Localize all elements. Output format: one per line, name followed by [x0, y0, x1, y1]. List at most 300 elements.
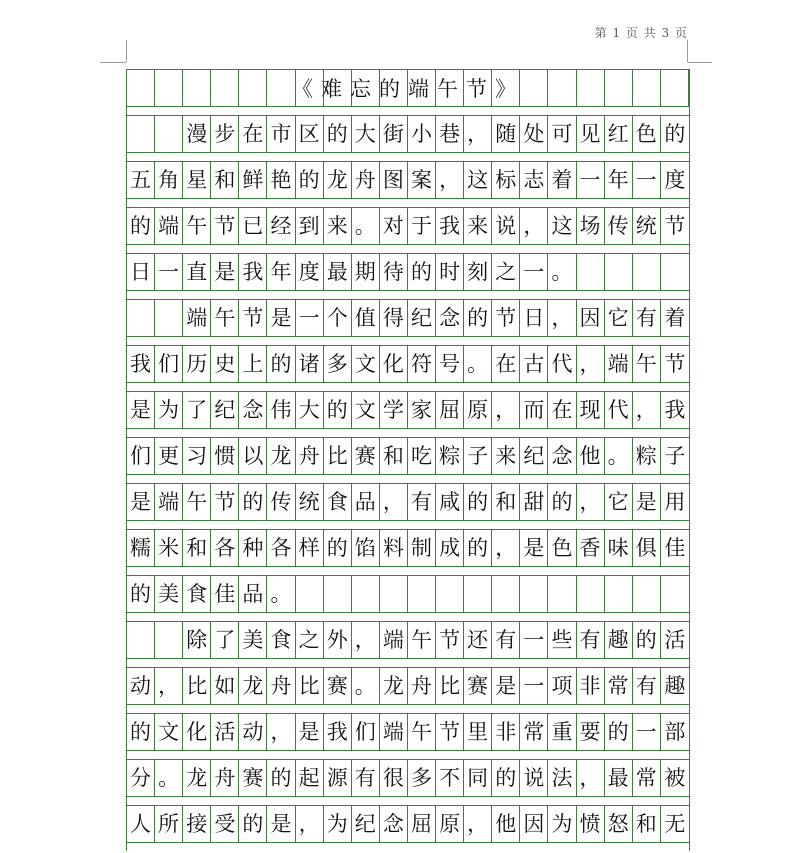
grid-cell: 甜 [520, 484, 548, 520]
grid-cell: 符 [408, 346, 436, 382]
grid-cell: 和 [183, 530, 211, 566]
grid-cell: 日 [520, 300, 548, 336]
grid-cell: 的 [324, 392, 352, 428]
grid-cell: 子 [664, 443, 686, 468]
grid-cell: 端 [183, 300, 211, 336]
grid-cell: 星 [183, 162, 211, 198]
grid-cell [548, 70, 576, 106]
grid-cell: 龙 [380, 668, 408, 704]
grid-cell: 舟 [267, 668, 295, 704]
grid-cell: 舟 [352, 162, 380, 198]
grid-cell: 着 [664, 305, 686, 330]
grid-cell: 午 [211, 300, 239, 336]
margin-corner-mark [687, 40, 688, 62]
grid-cell: 食 [324, 484, 352, 520]
grid-cell: 来 [324, 208, 352, 244]
grid-cell: 成 [436, 530, 464, 566]
grid-cell: 。 [155, 760, 183, 796]
grid-cell: 。 [352, 208, 380, 244]
grid-cell: ， [520, 208, 548, 244]
grid-cell: 说 [520, 760, 548, 796]
grid-cell: 美 [155, 576, 183, 612]
grid-cell: 是 [633, 484, 661, 520]
text-row [127, 345, 689, 383]
grid-cell: 起 [296, 760, 324, 796]
grid-cell: 节 [211, 208, 239, 244]
grid-cell: 节 [239, 300, 267, 336]
grid-cell: 赛 [324, 668, 352, 704]
grid-cell: 午 [408, 622, 436, 658]
grid-cell: 的 [324, 116, 352, 152]
grid-cell: 在 [239, 116, 267, 152]
grid-cell: 龙 [239, 668, 267, 704]
grid-cell: 之 [492, 254, 520, 290]
grid-cell: 佳 [664, 535, 686, 560]
grid-cell: 文 [352, 392, 380, 428]
grid-cell: 怒 [605, 806, 633, 842]
grid-cell: ， [436, 162, 464, 198]
grid-cell: 一 [577, 162, 605, 198]
grid-cell: 外 [324, 622, 352, 658]
grid-cell: 史 [211, 346, 239, 382]
grid-cell: 说 [492, 208, 520, 244]
grid-cell: 度 [296, 254, 324, 290]
grid-cell: 案 [408, 162, 436, 198]
grid-cell: ， [352, 622, 380, 658]
grid-cell: 惯 [211, 438, 239, 474]
grid-cell: 。 [464, 346, 492, 382]
grid-cell: 愤 [577, 806, 605, 842]
grid-cell [633, 254, 661, 290]
text-row [127, 759, 689, 797]
grid-cell: ， [492, 392, 520, 428]
grid-cell: 分 [127, 760, 155, 796]
grid-cell: 源 [324, 760, 352, 796]
grid-cell: 见 [577, 116, 605, 152]
grid-cell: 样 [296, 530, 324, 566]
grid-cell [661, 254, 689, 290]
grid-cell [605, 70, 633, 106]
grid-cell [155, 300, 183, 336]
grid-cell: 我 [127, 346, 155, 382]
grid-cell: 舟 [296, 438, 324, 474]
text-row [127, 529, 689, 567]
grid-cell: 五 [127, 162, 155, 198]
grid-cell: 屈 [408, 806, 436, 842]
grid-cell: 龙 [183, 760, 211, 796]
grid-cell: 在 [548, 392, 576, 428]
grid-cell: 之 [296, 622, 324, 658]
grid-cell: 念 [239, 392, 267, 428]
grid-cell [183, 70, 211, 106]
grid-cell [464, 576, 492, 612]
grid-cell: 用 [664, 489, 686, 514]
grid-cell: 一 [520, 254, 548, 290]
grid-cell: 龙 [267, 438, 295, 474]
grid-cell: 是 [211, 254, 239, 290]
grid-cell: 法 [548, 760, 576, 796]
grid-cell [492, 576, 520, 612]
grid-cell: 。 [548, 254, 576, 290]
grid-cell: 们 [352, 714, 380, 750]
grid-cell: ， [267, 714, 295, 750]
text-row [127, 621, 689, 659]
grid-cell: 的 [605, 714, 633, 750]
grid-cell: 俱 [633, 530, 661, 566]
grid-cell: 趣 [605, 622, 633, 658]
grid-cell: 所 [155, 806, 183, 842]
grid-cell: 和 [211, 162, 239, 198]
grid-cell: 纪 [520, 438, 548, 474]
grid-cell: 的 [239, 806, 267, 842]
grid-cell: 午 [633, 346, 661, 382]
grid-cell: 经 [267, 208, 295, 244]
grid-cell: 代 [605, 392, 633, 428]
text-row [127, 161, 689, 199]
grid-cell [127, 622, 155, 658]
grid-cell: 的 [296, 162, 324, 198]
grid-cell: 传 [267, 484, 295, 520]
text-row [127, 207, 689, 245]
text-row [127, 805, 689, 843]
grid-cell: 有 [633, 300, 661, 336]
grid-cell: 们 [127, 438, 155, 474]
grid-cell: 巷 [436, 116, 464, 152]
margin-corner-mark [126, 40, 127, 62]
grid-cell: 漫 [183, 116, 211, 152]
grid-cell: 比 [296, 668, 324, 704]
grid-cell: 最 [324, 254, 352, 290]
grid-cell: 节 [492, 300, 520, 336]
grid-cell: 待 [380, 254, 408, 290]
grid-cell [324, 70, 352, 106]
grid-cell: 了 [211, 622, 239, 658]
grid-cell: 化 [380, 346, 408, 382]
grid-cell: 各 [267, 530, 295, 566]
grid-cell: 时 [436, 254, 464, 290]
grid-cell: 的 [408, 254, 436, 290]
grid-cell: 这 [548, 208, 576, 244]
essay-title: 《难忘的端午节》 [292, 77, 524, 101]
grid-cell: 味 [605, 530, 633, 566]
grid-cell: 一 [520, 668, 548, 704]
grid-cell [211, 70, 239, 106]
grid-cell: 端 [155, 484, 183, 520]
grid-cell: ， [548, 300, 576, 336]
grid-cell: 化 [183, 714, 211, 750]
grid-cell: 到 [296, 208, 324, 244]
grid-cell: 部 [664, 719, 686, 744]
grid-cell: 常 [633, 760, 661, 796]
grid-cell: 纪 [211, 392, 239, 428]
grid-cell [352, 70, 380, 106]
grid-cell: 人 [127, 806, 155, 842]
grid-cell: 有 [577, 622, 605, 658]
grid-cell: 不 [436, 760, 464, 796]
grid-cell: 的 [127, 714, 155, 750]
grid-cell: 念 [436, 300, 464, 336]
grid-cell: 直 [183, 254, 211, 290]
grid-cell: 为 [548, 806, 576, 842]
grid-cell: 端 [605, 346, 633, 382]
text-row [127, 253, 689, 291]
text-row [127, 713, 689, 751]
manuscript-grid [126, 69, 690, 851]
grid-cell [380, 576, 408, 612]
grid-cell [633, 576, 661, 612]
grid-cell: 比 [324, 438, 352, 474]
grid-cell: 传 [605, 208, 633, 244]
grid-cell: 受 [211, 806, 239, 842]
grid-cell: 是 [127, 392, 155, 428]
grid-cell: 节 [211, 484, 239, 520]
grid-cell: 号 [436, 346, 464, 382]
grid-cell [155, 116, 183, 152]
grid-cell: 是 [296, 714, 324, 750]
grid-cell: 非 [577, 668, 605, 704]
grid-cell: 因 [520, 806, 548, 842]
grid-cell: 于 [408, 208, 436, 244]
grid-cell: 大 [296, 392, 324, 428]
grid-cell: 比 [183, 668, 211, 704]
grid-cell: 午 [183, 484, 211, 520]
grid-cell: 除 [183, 622, 211, 658]
grid-cell: 被 [664, 765, 686, 790]
grid-cell: 的 [267, 760, 295, 796]
grid-cell: 古 [520, 346, 548, 382]
grid-cell: 原 [436, 806, 464, 842]
grid-cell: 随 [492, 116, 520, 152]
grid-cell: 学 [380, 392, 408, 428]
grid-cell: 大 [352, 116, 380, 152]
grid-cell: ， [633, 392, 661, 428]
grid-cell: 我 [436, 208, 464, 244]
grid-cell: 赛 [352, 438, 380, 474]
grid-cell: 它 [605, 300, 633, 336]
grid-cell: 馅 [352, 530, 380, 566]
grid-cell: 多 [408, 760, 436, 796]
grid-cell: 赛 [464, 668, 492, 704]
grid-cell [296, 70, 324, 106]
grid-cell: 粽 [436, 438, 464, 474]
grid-cell: 值 [352, 300, 380, 336]
grid-cell [577, 576, 605, 612]
grid-cell: 节 [664, 351, 686, 376]
grid-cell: 动 [127, 668, 155, 704]
grid-cell: 常 [605, 668, 633, 704]
grid-cell: 标 [492, 162, 520, 198]
grid-cell: 已 [239, 208, 267, 244]
grid-cell: 度 [664, 167, 686, 192]
grid-cell: 舟 [211, 760, 239, 796]
grid-cell: 一 [633, 714, 661, 750]
grid-cell: 对 [380, 208, 408, 244]
grid-cell [296, 576, 324, 612]
grid-cell: 它 [605, 484, 633, 520]
grid-cell: ， [464, 116, 492, 152]
grid-cell: 鲜 [239, 162, 267, 198]
title-row [127, 69, 689, 107]
grid-cell: 我 [324, 714, 352, 750]
grid-cell: 而 [520, 392, 548, 428]
grid-cell [324, 576, 352, 612]
grid-cell: 非 [492, 714, 520, 750]
grid-cell: 的 [464, 300, 492, 336]
grid-cell: 街 [380, 116, 408, 152]
grid-cell: 的 [324, 530, 352, 566]
grid-cell: 品 [239, 576, 267, 612]
grid-cell: 处 [520, 116, 548, 152]
margin-corner-mark [100, 62, 126, 63]
grid-cell: 粽 [633, 438, 661, 474]
grid-cell: 习 [183, 438, 211, 474]
grid-cell [127, 70, 155, 106]
grid-cell: ， [577, 346, 605, 382]
grid-cell: 最 [605, 760, 633, 796]
grid-cell: 为 [155, 392, 183, 428]
grid-cell: 佳 [211, 576, 239, 612]
text-row [127, 575, 689, 613]
grid-cell [661, 70, 689, 106]
grid-cell: 的 [464, 530, 492, 566]
grid-cell: 年 [605, 162, 633, 198]
grid-cell: 端 [380, 714, 408, 750]
grid-cell: 重 [548, 714, 576, 750]
grid-cell [408, 70, 436, 106]
grid-cell: 艳 [267, 162, 295, 198]
grid-cell: 场 [577, 208, 605, 244]
grid-cell: 色 [633, 116, 661, 152]
grid-cell [380, 70, 408, 106]
grid-cell: 念 [380, 806, 408, 842]
grid-cell [492, 70, 520, 106]
grid-cell: 他 [492, 806, 520, 842]
grid-cell: 赛 [239, 760, 267, 796]
grid-cell: 小 [408, 116, 436, 152]
grid-cell: 这 [464, 162, 492, 198]
grid-cell: 念 [548, 438, 576, 474]
text-row [127, 667, 689, 705]
grid-cell: 一 [633, 162, 661, 198]
grid-cell: 多 [324, 346, 352, 382]
grid-cell: 动 [239, 714, 267, 750]
grid-cell: 一 [155, 254, 183, 290]
grid-cell: 文 [352, 346, 380, 382]
grid-cell: ， [492, 530, 520, 566]
grid-cell: 他 [577, 438, 605, 474]
grid-cell: 的 [267, 346, 295, 382]
grid-cell [605, 576, 633, 612]
grid-cell: 比 [436, 668, 464, 704]
text-row [127, 437, 689, 475]
grid-cell: 我 [664, 397, 686, 422]
grid-cell: 舟 [408, 668, 436, 704]
grid-cell: 如 [211, 668, 239, 704]
grid-cell: 的 [548, 484, 576, 520]
grid-cell: 色 [548, 530, 576, 566]
grid-cell [155, 622, 183, 658]
grid-cell: 的 [664, 121, 686, 146]
grid-cell: 。 [267, 576, 295, 612]
grid-cell: 趣 [664, 673, 686, 698]
grid-cell: 的 [464, 484, 492, 520]
grid-cell: 节 [436, 622, 464, 658]
grid-cell: 刻 [464, 254, 492, 290]
grid-cell: 是 [267, 806, 295, 842]
grid-cell: 美 [239, 622, 267, 658]
grid-cell: 各 [211, 530, 239, 566]
grid-cell: 活 [664, 627, 686, 652]
grid-cell: 屈 [436, 392, 464, 428]
grid-cell: 步 [211, 116, 239, 152]
grid-cell [577, 70, 605, 106]
grid-cell: 和 [380, 438, 408, 474]
grid-cell: 。 [605, 438, 633, 474]
grid-cell: 们 [155, 346, 183, 382]
grid-cell: ， [464, 806, 492, 842]
grid-cell: 是 [267, 300, 295, 336]
grid-cell [605, 254, 633, 290]
grid-cell: 以 [239, 438, 267, 474]
grid-cell: 现 [577, 392, 605, 428]
grid-cell: 端 [155, 208, 183, 244]
page-number: 第 1 页 共 3 页 [594, 26, 688, 40]
text-row [127, 391, 689, 429]
grid-cell: 项 [548, 668, 576, 704]
grid-cell: 我 [239, 254, 267, 290]
grid-cell: 代 [548, 346, 576, 382]
grid-cell: 得 [380, 300, 408, 336]
grid-cell: 纪 [408, 300, 436, 336]
grid-cell [127, 300, 155, 336]
grid-cell: 很 [380, 760, 408, 796]
grid-cell: 的 [127, 208, 155, 244]
grid-cell: 上 [239, 346, 267, 382]
grid-cell: 是 [520, 530, 548, 566]
grid-cell: 有 [633, 668, 661, 704]
grid-cell [464, 70, 492, 106]
grid-cell: 有 [352, 760, 380, 796]
grid-cell [352, 576, 380, 612]
grid-cell [436, 576, 464, 612]
grid-cell: 节 [664, 213, 686, 238]
grid-cell: 有 [492, 622, 520, 658]
grid-cell: 来 [464, 208, 492, 244]
grid-cell: 些 [548, 622, 576, 658]
grid-cell: 无 [664, 811, 686, 836]
grid-cell: 还 [464, 622, 492, 658]
grid-cell: 了 [183, 392, 211, 428]
page-header [0, 0, 800, 65]
grid-cell: 市 [267, 116, 295, 152]
grid-cell: 接 [183, 806, 211, 842]
grid-cell: 历 [183, 346, 211, 382]
grid-cell: 要 [577, 714, 605, 750]
grid-cell: 是 [127, 484, 155, 520]
grid-cell: 节 [436, 714, 464, 750]
grid-cell: 期 [352, 254, 380, 290]
grid-cell: 咸 [436, 484, 464, 520]
grid-cell: 家 [408, 392, 436, 428]
grid-cell [577, 254, 605, 290]
grid-cell: 一 [520, 622, 548, 658]
grid-cell: ， [380, 484, 408, 520]
grid-cell [436, 70, 464, 106]
grid-cell: 。 [352, 668, 380, 704]
grid-cell: 原 [464, 392, 492, 428]
grid-cell: 龙 [324, 162, 352, 198]
grid-cell [127, 116, 155, 152]
